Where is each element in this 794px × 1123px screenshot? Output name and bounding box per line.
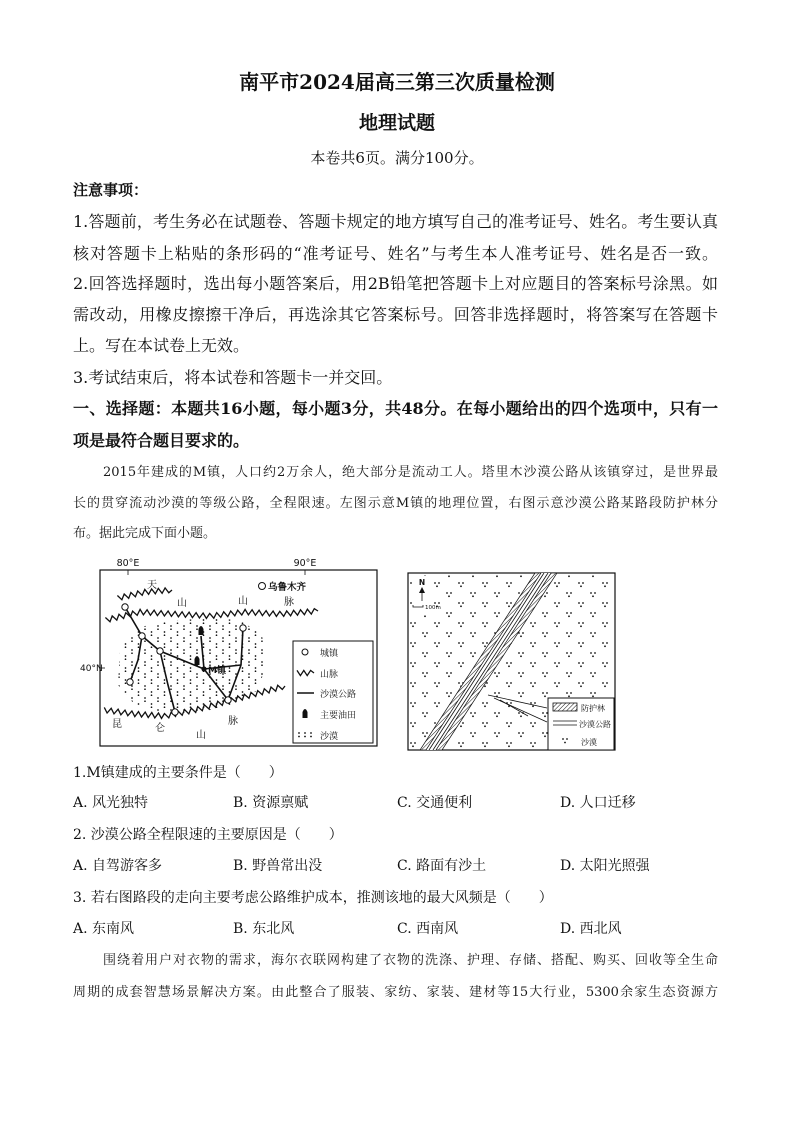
passage-line: 布。据此完成下面小题。 <box>73 526 217 541</box>
notice-line: 1.答题前，考生务必在试题卷、答题卡规定的地方填写自己的准考证号、姓名。考生要认真 <box>73 212 718 231</box>
town-marker <box>139 633 145 639</box>
passage-line: 2015年建成的M镇，人口约2万余人，绝大部分是流动工人。塔里木沙漠公路从该镇穿过，是世界最 <box>103 465 718 480</box>
legend-town-icon <box>302 649 308 655</box>
latitude-label: 40°N <box>80 664 103 674</box>
notice-line: 3.考试结束后，将本试卷和答题卡一并交回。 <box>73 368 393 387</box>
question-option: B. 资源禀赋 <box>233 795 309 811</box>
notice-line: 2.回答选择题时，选出每小题答案后，用2B铅笔把答题卡上对应题目的答案标号涂黑。如 <box>73 274 718 293</box>
question-option: A. 自驾游客多 <box>73 858 163 874</box>
north-label: N <box>418 578 426 587</box>
legend-label: 沙漠公路 <box>320 690 357 700</box>
section-heading-line: 项是最符合题目要求的。 <box>73 431 250 450</box>
question-option: B. 野兽常出没 <box>233 858 323 874</box>
legend-label: 主要油田 <box>320 711 357 721</box>
longitude-label: 90°E <box>293 558 317 569</box>
legend-label: 防护林 <box>581 704 605 713</box>
kunlun-label: 仑 <box>155 723 165 734</box>
m-town-marker <box>201 666 206 671</box>
question-option: D. 太阳光照强 <box>560 858 650 874</box>
scale-label: 100m <box>425 605 441 611</box>
kunlun-label: 山 <box>196 730 206 741</box>
notice-line: 核对答题卡上粘贴的条形码的“准考证号、姓名”与考生本人准考证号、姓名是否一致。 <box>73 244 718 263</box>
m-town-label: M镇 <box>208 666 226 676</box>
urumqi-marker <box>259 583 266 590</box>
maps-figure <box>70 553 620 755</box>
legend-label: 沙漠公路 <box>579 720 611 729</box>
question-stem: 1.M镇建成的主要条件是（ ） <box>73 765 283 781</box>
legend-label: 沙漠 <box>320 732 339 742</box>
subject-title: 地理试题 <box>358 112 435 134</box>
passage-line: 围绕着用户对衣物的需求，海尔衣联网构建了衣物的洗涤、护理、存储、搭配、购买、回收等全生命 <box>103 953 718 968</box>
town-marker <box>157 648 163 654</box>
longitude-label: 80°E <box>116 558 140 569</box>
exam-info: 本卷共6页。满分100分。 <box>310 149 484 167</box>
exam-title: 南平市2024届高三第三次质量检测 <box>239 70 555 94</box>
notice-line: 上。写在本试卷上无效。 <box>73 336 250 355</box>
town-marker <box>122 604 128 610</box>
passage-line: 周期的成套智慧场景解决方案。由此整合了服装、家纺、家装、建材等15大行业，5300余家生态资源方 <box>73 985 718 1000</box>
notice-line: 需改动，用橡皮擦擦干净后，再选涂其它答案标号。回答非选择题时，将答案写在答题卡 <box>73 305 718 324</box>
tianshan-label: 山 <box>238 596 248 607</box>
question-option: A. 东南风 <box>73 921 135 937</box>
question-option: D. 人口迁移 <box>560 795 636 811</box>
urumqi-label: 乌鲁木齐 <box>268 582 307 593</box>
town-marker <box>172 709 178 715</box>
passage-line: 长的贯穿流动沙漠的等级公路，全程限速。左图示意M镇的地理位置，右图示意沙漠公路某路段防护林分 <box>73 496 718 511</box>
legend-label: 城镇 <box>320 649 339 659</box>
question-option: C. 路面有沙土 <box>397 858 487 874</box>
town-marker <box>225 697 231 703</box>
tianshan-label: 山 <box>177 598 187 609</box>
tianshan-label: 脉 <box>284 597 294 608</box>
kunlun-label: 脉 <box>228 716 238 727</box>
legend-label: 沙漠 <box>581 738 597 747</box>
question-stem: 2. 沙漠公路全程限速的主要原因是（ ） <box>73 827 343 843</box>
town-marker <box>240 625 246 631</box>
question-option: A. 风光独特 <box>73 795 149 811</box>
notice-heading: 注意事项： <box>73 181 149 199</box>
question-option: C. 西南风 <box>397 921 459 937</box>
question-option: C. 交通便利 <box>397 795 473 811</box>
kunlun-label: 昆 <box>112 719 122 730</box>
question-option: B. 东北风 <box>233 921 295 937</box>
question-option: D. 西北风 <box>560 921 622 937</box>
legend-shelterbelt-icon <box>553 703 577 711</box>
section-heading-line: 一、选择题：本题共16小题，每小题3分，共48分。在每小题给出的四个选项中，只有一 <box>73 399 718 418</box>
legend-label: 山脉 <box>320 670 339 680</box>
town-marker <box>127 679 133 685</box>
tianshan-label: 天 <box>147 580 157 591</box>
question-stem: 3. 若右图路段的走向主要考虑公路维护成本，推测该地的最大风频是（ ） <box>73 890 553 906</box>
